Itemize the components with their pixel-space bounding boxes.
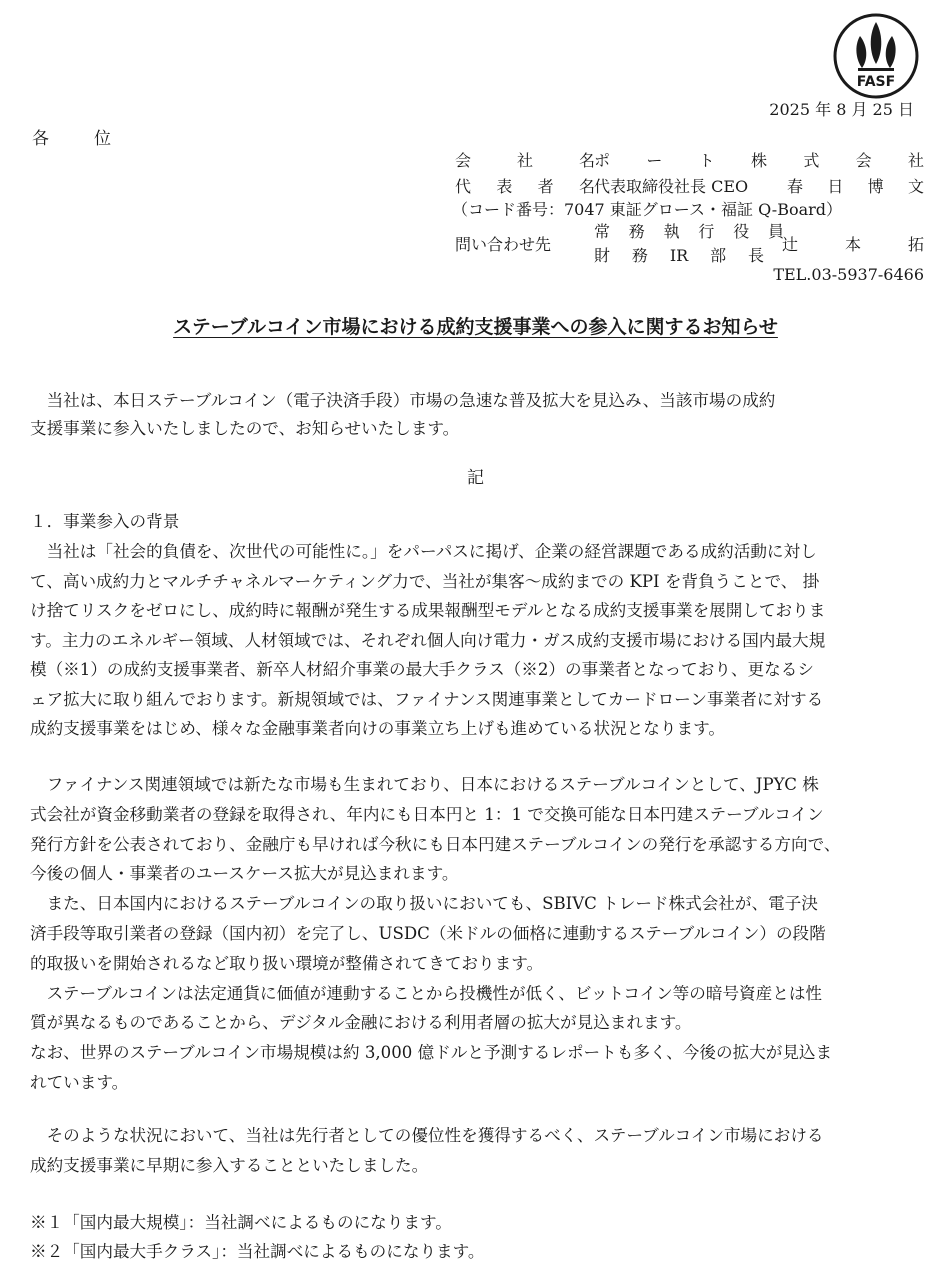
paragraph-line: 模（※1）の成約支援事業者、新卒人材紹介事業の最大手クラス（※2）の事業者となっており、更なるシ [30,660,814,679]
paragraph-line: ェア拡大に取り組んでおります。新規領域では、ファイナンス関連事業としてカードローン事業者に対する [30,689,824,709]
paragraph-line: 成約支援事業に早期に参入することといたしました。 [30,1156,429,1175]
seal-text: FASF [856,74,896,90]
paragraph-line: また、日本国内におけるステーブルコインの取り扱いにおいても、SBIVC トレード株式会社が、電子決 [30,894,818,914]
company-name: ポート株式会社 [594,151,924,170]
paragraph-line: 今後の個人・事業者のユースケース拡大が見込まれます。 [30,864,459,884]
contact-title2-row [594,243,764,266]
contact-title-1: 常務執行役員 [594,222,784,241]
paragraph-finance [30,770,920,1098]
footnote: ※１「国内最大規模」：当社調べによるものになります。 [30,1213,452,1232]
paragraph-line: 式会社が資金移動業者の登録を取得され、年内にも日本円と 1：1 で交換可能な日本円建ステーブルコイン [30,804,824,824]
paragraph-line: ファイナンス関連領域では新たな市場も生まれており、日本におけるステーブルコインとして、JPYC 株 [30,775,819,794]
paragraph-line: 成約支援事業をはじめ、様々な金融事業者向けの事業立ち上げも進めている状況となります。 [30,719,725,738]
stock-code-line: （コード番号：7047 東証グロース・福証 Q-Board） [452,200,843,219]
paragraph-line: け捨てリスクをゼロにし、成約時に報酬が発生する成果報酬型モデルとなる成約支援事業を展開しておりま [30,601,826,620]
intro-line: 当社は、本日ステーブルコイン（電子決済手段）市場の急速な普及拡大を見込み、当該市場の成約 [30,391,776,410]
paragraph-line: そのような状況において、当社は先行者としての優位性を獲得するべく、ステーブルコイン市場における [30,1126,824,1145]
paragraph-conclusion [30,1121,920,1181]
leaf-icon [856,22,895,71]
company-label: 会社名 [455,151,595,170]
contact-label: 問い合わせ先 [455,235,552,254]
rep-label: 代表者名 [455,177,595,196]
paragraph-line: て、高い成約力とマルチチャネルマーケティング力で、当社が集客〜成約までの KPI を背負うことで、 掛 [30,571,820,591]
paragraph-line: れています。 [30,1072,129,1092]
paragraph-line: 発行方針を公表されており、金融庁も早ければ今秋にも日本円建ステーブルコインの発行を承認する方向で、 [30,834,841,854]
ki-marker: 記 [467,468,484,488]
contact-title-2: 財務IR部長 [594,246,764,265]
paragraph-line: 質が異なるものであることから、デジタル金融における利用者層の拡大が見込まれます。 [30,1013,692,1033]
section-1-heading: １．事業参入の背景 [30,512,180,531]
paragraph-line: ステーブルコインは法定通貨に価値が連動することから投機性が低く、ビットコイン等の暗号資産とは性 [30,983,823,1003]
document-date: 2025 年 8 月 25 日 [769,100,914,119]
paragraph-background [30,537,920,744]
footnotes [30,1208,920,1266]
contact-name: 辻本拓 [782,235,924,254]
company-name-row [594,148,924,171]
contact-name-row [782,232,924,255]
paragraph-line: 当社は「社会的負債を、次世代の可能性に。」をパーパスに掲げ、企業の経営課題である成約活動に対し [30,542,817,561]
intro-paragraph [30,387,920,443]
rep-label-row [455,174,595,197]
contact-tel: TEL.03-5937-6466 [773,265,924,284]
addressee: 各 位 [32,129,125,149]
paragraph-line: なお、世界のステーブルコイン市場規模は約 3,000 億ドルと予測するレポートも多く、今後の拡大が見込ま [30,1043,833,1063]
contact-title1-row [594,219,784,242]
fasf-seal-logo [832,12,920,100]
rep-title: 代表取締役社長 CEO [594,177,749,196]
footnote: ※２「国内最大手クラス」：当社調べによるものになります。 [30,1242,485,1261]
company-label-row [455,148,595,171]
intro-line: 支援事業に参入いたしましたので、お知らせいたします。 [30,419,460,438]
paragraph-line: 済手段等取引業者の登録（国内初）を完了し、USDC（米ドルの価格に連動するステーブルコイン）の段階 [30,923,826,943]
paragraph-line: 的取扱いを開始されるなど取り扱い環境が整備されてきております。 [30,953,544,973]
section-heading [30,508,920,536]
rep-name: 春日博文 [787,177,924,196]
paragraph-line: す。主力のエネルギー領域、人材領域では、それぞれ個人向け電力・ガス成約支援市場における国内最大規 [30,630,826,650]
document-title: ステーブルコイン市場における成約支援事業への参入に関するお知らせ [173,316,778,338]
rep-name-row [787,174,924,197]
